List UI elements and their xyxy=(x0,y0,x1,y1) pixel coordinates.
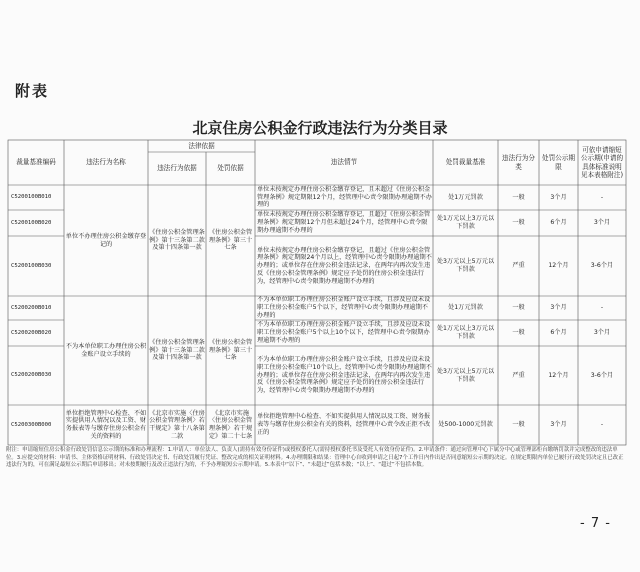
row-circumstance: 不为本单位职工办理住房公积金账户设立手续，且涉及应设未设职工住房公积金账户10个以上，经管理中心责令限期办理逾期不办理的；或单位存在住房公积金违法记录，在两年内再次发生违反《住房公积金管理条例》规定应予处罚的住房公积金违法行为，经管理中心责令限期办理逾期不办理的 xyxy=(257,356,432,395)
violation-basis: 《住房公积金管理条例》第十三条第二款及第十四条第一款 xyxy=(149,228,205,252)
row-code: C5200100B010 xyxy=(11,194,52,200)
row-classification: 一般 xyxy=(512,193,525,201)
row-correction: 3-6个月 xyxy=(590,371,614,379)
header-classification: 违法行为分类 xyxy=(502,154,535,171)
header-correction: 可依申请缩短公示期(申请的具体标准说明见本表格附注) xyxy=(580,146,624,179)
row-publicity: 12个月 xyxy=(548,262,569,270)
row-code: C5200100B030 xyxy=(11,262,52,269)
row-publicity: 6个月 xyxy=(550,219,567,227)
row-classification: 一般 xyxy=(512,219,525,227)
row-code: C5200200B020 xyxy=(11,329,52,336)
row-code: C5200200B030 xyxy=(11,372,52,378)
row-publicity: 6个月 xyxy=(550,329,567,337)
penalty-basis: 《住房公积金管理条例》第三十七条 xyxy=(208,228,253,252)
page-title: 北京住房公积金行政违法行为分类目录 xyxy=(192,119,448,137)
row-circumstance: 不为本单位职工办理住房公积金账户设立手续，且涉及应设未设职工住房公积金账户5个以下，经管理中心责令限期办理逾期不办理的 xyxy=(257,296,431,319)
row-correction: - xyxy=(600,193,604,201)
row-publicity: 3个月 xyxy=(550,304,567,312)
row-classification: 一般 xyxy=(512,304,525,312)
behavior-name: 不为本单位职工办理住房公积金账户设立手续的 xyxy=(65,342,147,358)
violation-basis: 《北京市实施〈住房公积金管理条例〉若干规定》第十八条第二款 xyxy=(149,409,205,440)
header-code: 裁量基准编码 xyxy=(16,158,56,167)
row-publicity: 12个月 xyxy=(548,371,569,379)
row-classification: 严重 xyxy=(512,371,525,379)
behavior-name: 单位拒绝管理中心检查、不如实提供用人情况以及工资、财务报表等与缴存住房公积金有关的资料的 xyxy=(65,409,147,440)
row-correction: - xyxy=(600,421,604,429)
row-standard: 处1万元以上3万元以下罚款 xyxy=(436,325,495,340)
header-behavior: 违法行为名称 xyxy=(86,158,126,167)
row-classification: 严重 xyxy=(512,262,525,270)
header-penalty-basis: 处罚依据 xyxy=(217,164,244,173)
row-standard: 处500-1000元罚款 xyxy=(438,421,493,429)
row-standard: 处1万元罚款 xyxy=(448,304,483,312)
row-correction: 3个月 xyxy=(593,219,611,227)
header-legal-basis: 法律依据 xyxy=(188,141,215,150)
row-classification: 一般 xyxy=(512,421,525,429)
row-standard: 处1万元罚款 xyxy=(448,193,483,201)
penalty-basis: 《住房公积金管理条例》第三十七条 xyxy=(208,338,253,362)
row-correction: - xyxy=(600,304,604,312)
table-footnote: 附注：申请缩短住房公积金行政处罚信息公示期的标准和办理流程：1.申请人：单位法人、负责人(需持有效身份证件)或授权委托人(需持授权委托书及受托人有效身份证件)。2.申请条件：通过向管理中心下属分中心或管理部柜台缴纳罚款并完成整改的违法单位。3.应提交的材料：申请书、主体资格证明材料、行政处罚决定书、行政处罚履行凭证、整改完成的相关证明材料。4.办理期限和结果：管理中心自收到申请之日起7个工作日内作出是否同意缩短公示期的决定。在规定期限内单位已履行行政处罚决定且已改正违法行为的，可在满足最短公示期后申请移出；对未按期履行及改正违法行为的，不予办理缩短公示期申请。5.本表中“以下”、“未超过”包括本数；“以上”、“超过”不包括本数。 xyxy=(6,447,624,469)
row-circumstance: 单位未按规定办理住房公积金缴存登记，且超过《住房公积金管理条例》规定期限24个月以上，经管理中心责令限期办理逾期不办理的；或单位存在住房公积金违法记录，在两年内再次发生违反《住房公积金管理条例》规定应予处罚的住房公积金违法行为，经管理中心责令限期办理逾期不办理的 xyxy=(257,246,432,285)
row-correction: 3-6个月 xyxy=(590,262,614,270)
header-violation-basis: 违法行为依据 xyxy=(157,164,197,173)
violation-basis: 《住房公积金管理条例》第十三条第二款及第十四条第一款 xyxy=(149,338,205,362)
behavior-name: 单位不办理住房公积金缴存登记的 xyxy=(65,232,147,248)
row-circumstance: 单位未按规定办理住房公积金缴存登记，且超过《住房公积金管理条例》规定期限12个月但未超过24个月，经管理中心责令限期办理逾期不办理的 xyxy=(257,211,431,234)
row-classification: 一般 xyxy=(512,329,525,337)
penalty-basis: 《北京市实施〈住房公积金管理条例〉若干规定》第二十七条 xyxy=(208,409,253,440)
row-correction: 3个月 xyxy=(593,329,611,337)
row-publicity: 3个月 xyxy=(550,421,567,429)
appendix-label: 附表 xyxy=(15,82,50,100)
row-standard: 处3万元以上5万元以下罚款 xyxy=(436,258,495,273)
page-number: - 7 - xyxy=(580,516,611,531)
row-circumstance: 单位拒绝管理中心检查、不如实提供用人情况以及工资、财务报表等与缴存住房公积金有关的资料，经管理中心责令改正拒不改正的 xyxy=(257,413,431,436)
row-standard: 处1万元以上3万元以下罚款 xyxy=(436,215,495,230)
row-circumstance: 单位未按规定办理住房公积金缴存登记，且未超过《住房公积金管理条例》规定期限12个月，经管理中心责令限期办理逾期不办理的 xyxy=(257,185,432,209)
row-code: C5200300B000 xyxy=(11,421,52,428)
row-code: C5200100B020 xyxy=(11,219,52,226)
header-circumstance: 违法情节 xyxy=(330,158,358,167)
row-publicity: 3个月 xyxy=(550,193,567,201)
row-standard: 处3万元以上5万元以下罚款 xyxy=(436,367,495,383)
row-code: C5200200B010 xyxy=(11,304,52,311)
header-standard: 处罚裁量基准 xyxy=(445,158,486,167)
row-circumstance: 不为本单位职工办理住房公积金账户设立手续，且涉及应设未设职工住房公积金账户5个以上10个以下，经管理中心责令限期办理逾期不办理的 xyxy=(257,321,431,344)
header-publicity: 处罚公示期限 xyxy=(542,154,575,171)
